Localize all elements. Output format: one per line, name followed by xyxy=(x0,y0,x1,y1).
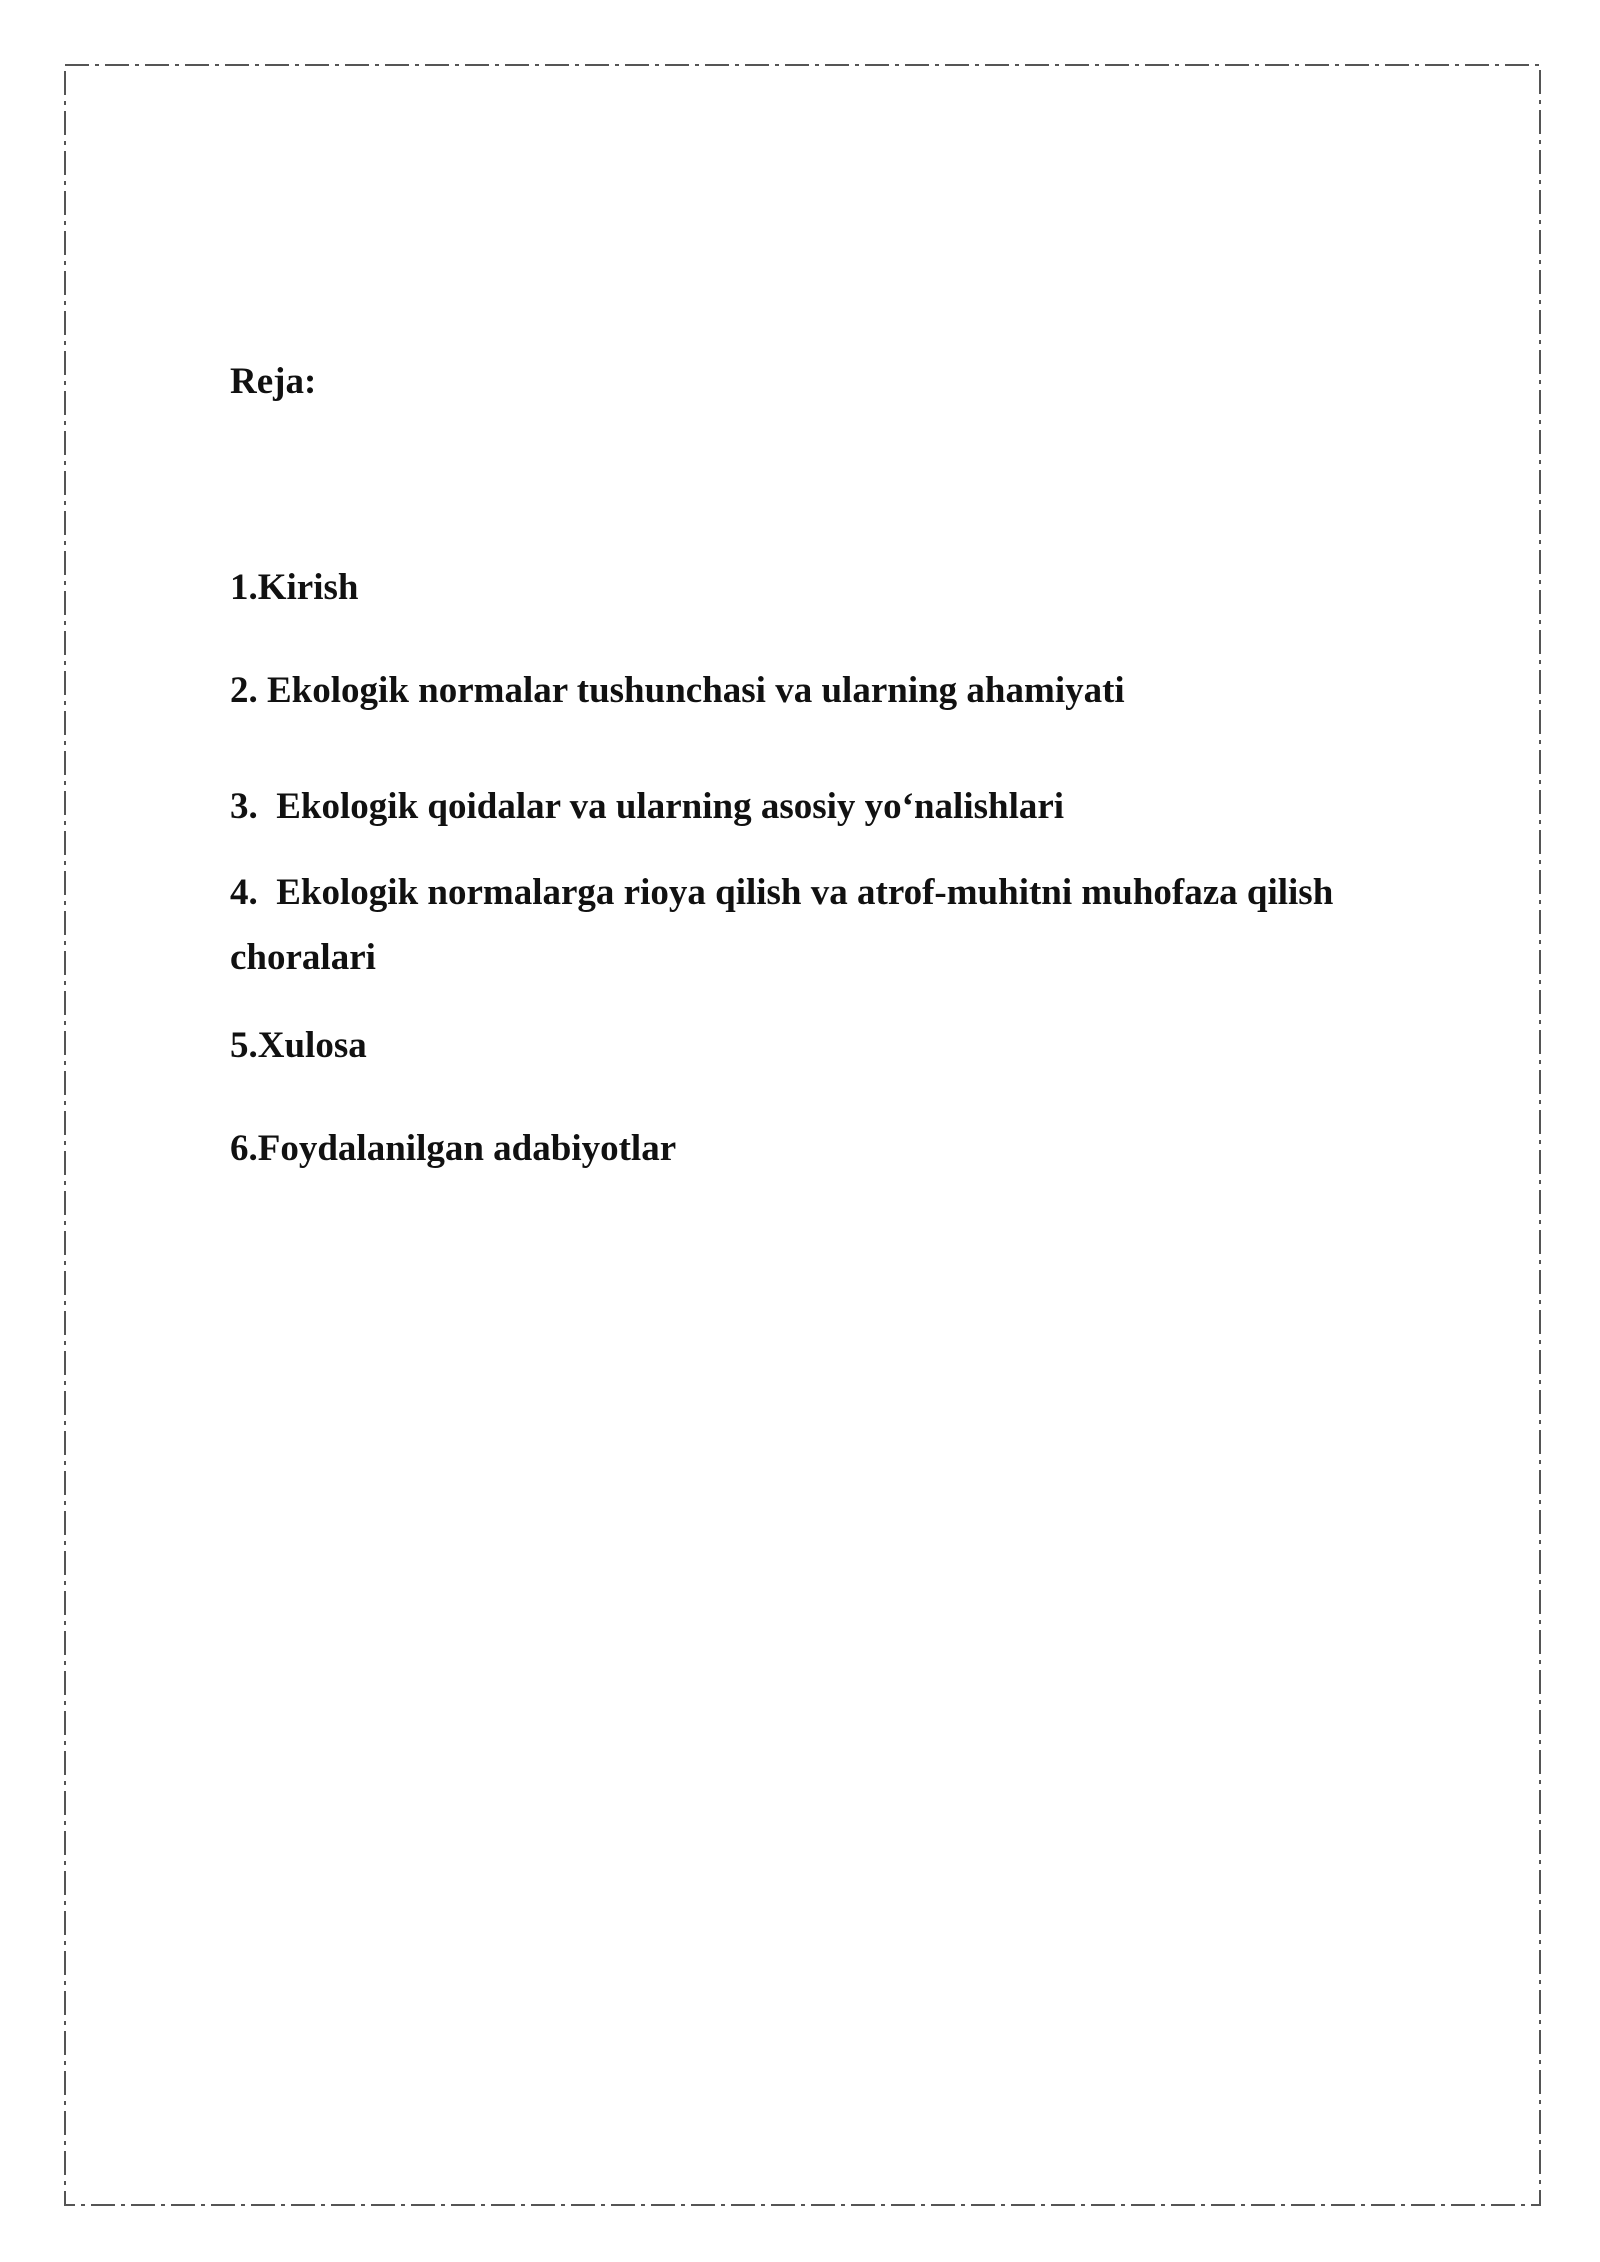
plan-item-eco-rules: 3. Ekologik qoidalar va ularning asosiy yo‘nalishlari xyxy=(230,786,1065,827)
plan-item-conclusion: 5.Xulosa xyxy=(230,1025,367,1066)
plan-item-introduction: 1.Kirish xyxy=(230,567,359,608)
plan-item-references: 6.Foydalanilgan adabiyotlar xyxy=(230,1128,677,1169)
plan-item-eco-norms-concept: 2. Ekologik normalar tushunchasi va ularning ahamiyati xyxy=(230,670,1125,711)
plan-heading: Reja: xyxy=(230,361,317,402)
plan-item-protection-measures: 4. Ekologik normalarga rioya qilish va atrof-muhitni muhofaza qilish choralari xyxy=(230,872,1334,978)
